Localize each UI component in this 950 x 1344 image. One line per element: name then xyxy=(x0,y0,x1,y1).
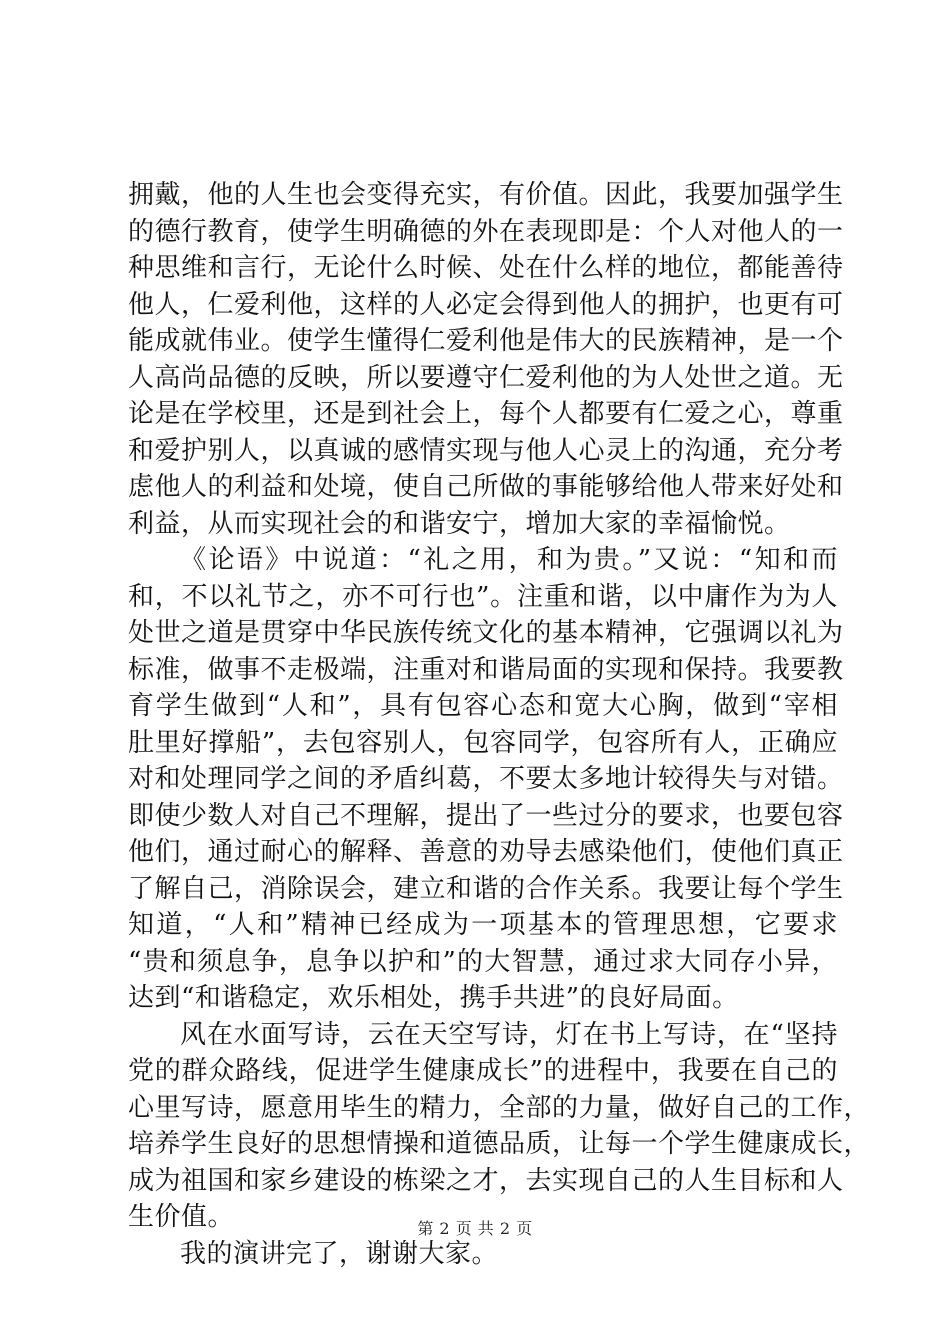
text-line: 他们，通过耐心的解释、善意的劝导去感染他们，使他们真正 xyxy=(128,837,844,867)
text-line: 能成就伟业。使学生懂得仁爱利他是伟大的民族精神，是一个 xyxy=(128,326,844,356)
text-line: 和爱护别人，以真诚的感情实现与他人心灵上的沟通，充分考 xyxy=(128,435,844,466)
text-line: 育学生做到“人和”，具有包容心态和宽大心胸，做到“宰相 xyxy=(128,691,838,721)
text-line: 生价值。 xyxy=(128,1202,235,1232)
text-line: 培养学生良好的思想情操和道德品质，让每一个学生健康成长， xyxy=(128,1129,871,1159)
text-line: 他人，仁爱利他，这样的人必定会得到他人的拥护，也更有可 xyxy=(128,289,844,320)
text-line: 利益，从而实现社会的和谐安宁，增加大家的幸福愉悦。 xyxy=(128,508,791,539)
text-line: 了解自己，消除误会，建立和谐的合作关系。我要让每个学生 xyxy=(128,873,844,904)
paragraph-start-line: 《论语》中说道：“礼之用，和为贵。”又说：“知和而 xyxy=(180,545,838,575)
text-line: 的德行教育，使学生明确德的外在表现即是：个人对他人的一 xyxy=(128,216,844,247)
text-line: 拥戴，他的人生也会变得充实，有价值。因此，我要加强学生 xyxy=(128,180,844,210)
paragraph-start-line: 我的演讲完了，谢谢大家。 xyxy=(180,1238,499,1269)
text-line: 和，不以礼节之，亦不可行也”。注重和谐，以中庸作为为人 xyxy=(128,581,838,612)
text-line: 处世之道是贯穿中华民族传统文化的基本精神，它强调以礼为 xyxy=(128,618,844,648)
page-number-footer: 第 2 页 共 2 页 xyxy=(417,1219,533,1238)
text-line: 对和处理同学之间的矛盾纠葛，不要太多地计较得失与对错。 xyxy=(128,764,844,794)
paragraph-start-line: 风在水面写诗，云在天空写诗，灯在书上写诗，在“坚持 xyxy=(180,1019,838,1050)
text-line: 种思维和言行，无论什么时候、处在什么样的地位，都能善待 xyxy=(128,253,844,283)
text-line: 即使少数人对自己不理解，提出了一些过分的要求，也要包容 xyxy=(128,800,844,831)
text-line: 心里写诗，愿意用毕生的精力，全部的力量，做好自己的工作， xyxy=(128,1092,871,1123)
text-line: 论是在学校里，还是到社会上，每个人都要有仁爱之心，尊重 xyxy=(128,399,844,429)
text-line: 人高尚品德的反映，所以要遵守仁爱利他的为人处世之道。无 xyxy=(128,362,844,393)
text-line: 党的群众路线，促进学生健康成长”的进程中，我要在自己的 xyxy=(128,1056,838,1086)
text-line: “贵和须息争，息争以护和”的大智慧，通过求大同存小异， xyxy=(128,946,838,977)
text-line: 成为祖国和家乡建设的栋梁之才，去实现自己的人生目标和人 xyxy=(128,1165,844,1196)
text-line: 标准，做事不走极端，注重对和谐局面的实现和保持。我要教 xyxy=(128,654,844,685)
text-line: 肚里好撑船”，去包容别人，包容同学，包容所有人，正确应 xyxy=(128,727,838,758)
document-body xyxy=(128,177,871,1272)
text-line: 知道，“人和”精神已经成为一项基本的管理思想，它要求 xyxy=(128,910,838,940)
text-line: 达到“和谐稳定，欢乐相处，携手共进”的良好局面。 xyxy=(128,983,739,1013)
text-line: 虑他人的利益和处境，使自己所做的事能够给他人带来好处和 xyxy=(128,472,844,502)
